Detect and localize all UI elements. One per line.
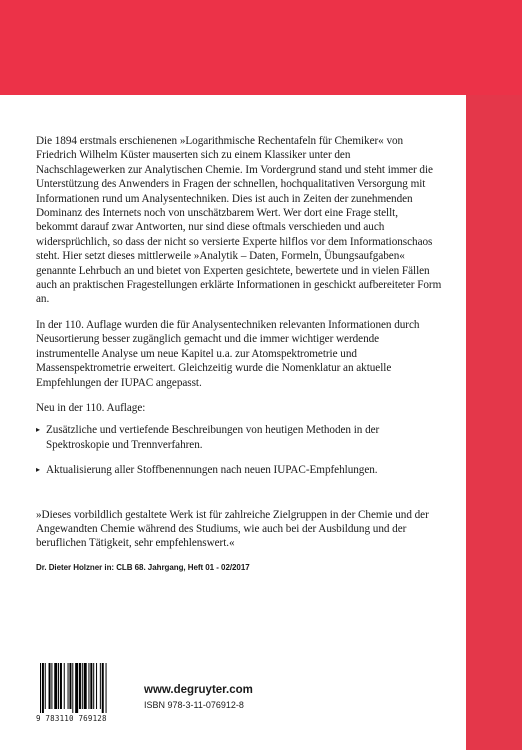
- intro-paragraph: Die 1894 erstmals erschienenen »Logarithmische Rechentafeln für Chemiker« von Friedrich Wilhelm Küster mauserten sich zu einem Klassiker unter den Nachschlagewerken zur Analytischen Chemie. Im Vordergrund stand und steht immer die Unterstützung des Anwenders in Fragen der schnellen, hochqualitativen Versorgung mit Informationen rund um Analysentechniken. Dies ist auch in Zeiten der zunehmenden Dominanz des Internets noch von unschätzbarem Wert. Wer dort eine Frage stellt, bekommt darauf zwar Antworten, nur sind diese oftmals verschieden und auch widersprüchlich, so dass der nicht so versierte Experte hilflos vor dem Informationschaos steht. Hier setzt dieses mittlerweile »Analytik – Daten, Formeln, Übungsaufgaben« genannte Lehrbuch an und bietet von Experten gesichtete, bewertete und in vielen Fällen auch an praktischen Fragestellungen erklärte Informationen in geschickt aufbereiteter Form an.: [36, 135, 442, 306]
- barcode-icon: [36, 663, 129, 715]
- publisher-url[interactable]: www.degruyter.com: [144, 684, 253, 696]
- bullet-arrow-icon: ▸: [36, 425, 40, 435]
- bullet-arrow-icon: ▸: [36, 465, 40, 475]
- edition-paragraph: In der 110. Auflage wurden die für Analysentechniken relevanten Informationen durch Neusortierung besser zugänglich gemacht und die immer wichtiger werdende instrumentelle Analyse um neue Kapitel u.a. zur Atomspektrometrie und Massenspektrometrie erweitert. Gleichzeitig wurde die Nomenklatur an aktuelle Empfehlungen der IUPAC angepasst.: [36, 318, 420, 389]
- isbn-number: ISBN 978-3-11-076912-8: [144, 700, 244, 710]
- blurb-text: [36, 134, 442, 573]
- isbn-barcode: [36, 663, 129, 725]
- new-features-list: [36, 423, 442, 477]
- bullet-text: Aktualisierung aller Stoffbenennungen nach neuen IUPAC-Empfehlungen.: [46, 464, 378, 477]
- bullet-text: Zusätzliche und vertiefende Beschreibungen von heutigen Methoden in der Spektroskopie und Trennverfahren.: [46, 424, 380, 451]
- list-item: [36, 423, 442, 452]
- review-citation: Dr. Dieter Holzner in: CLB 68. Jahrgang, Heft 01 - 02/2017: [36, 562, 250, 572]
- list-item: [36, 463, 442, 477]
- top-color-band: [0, 0, 522, 95]
- publisher-info: [144, 683, 253, 712]
- review-quote: »Dieses vorbildlich gestaltete Werk ist für zahlreiche Zielgruppen in der Chemie und der Angewandten Chemie während des Studiums, wie auch bei der Ausbildung und der beruflichen Tätigkeit, sehr empfehlenswert.«: [36, 508, 429, 550]
- new-features-heading: Neu in der 110. Auflage:: [36, 401, 146, 414]
- barcode-digits: 9 783110 769128: [36, 714, 107, 723]
